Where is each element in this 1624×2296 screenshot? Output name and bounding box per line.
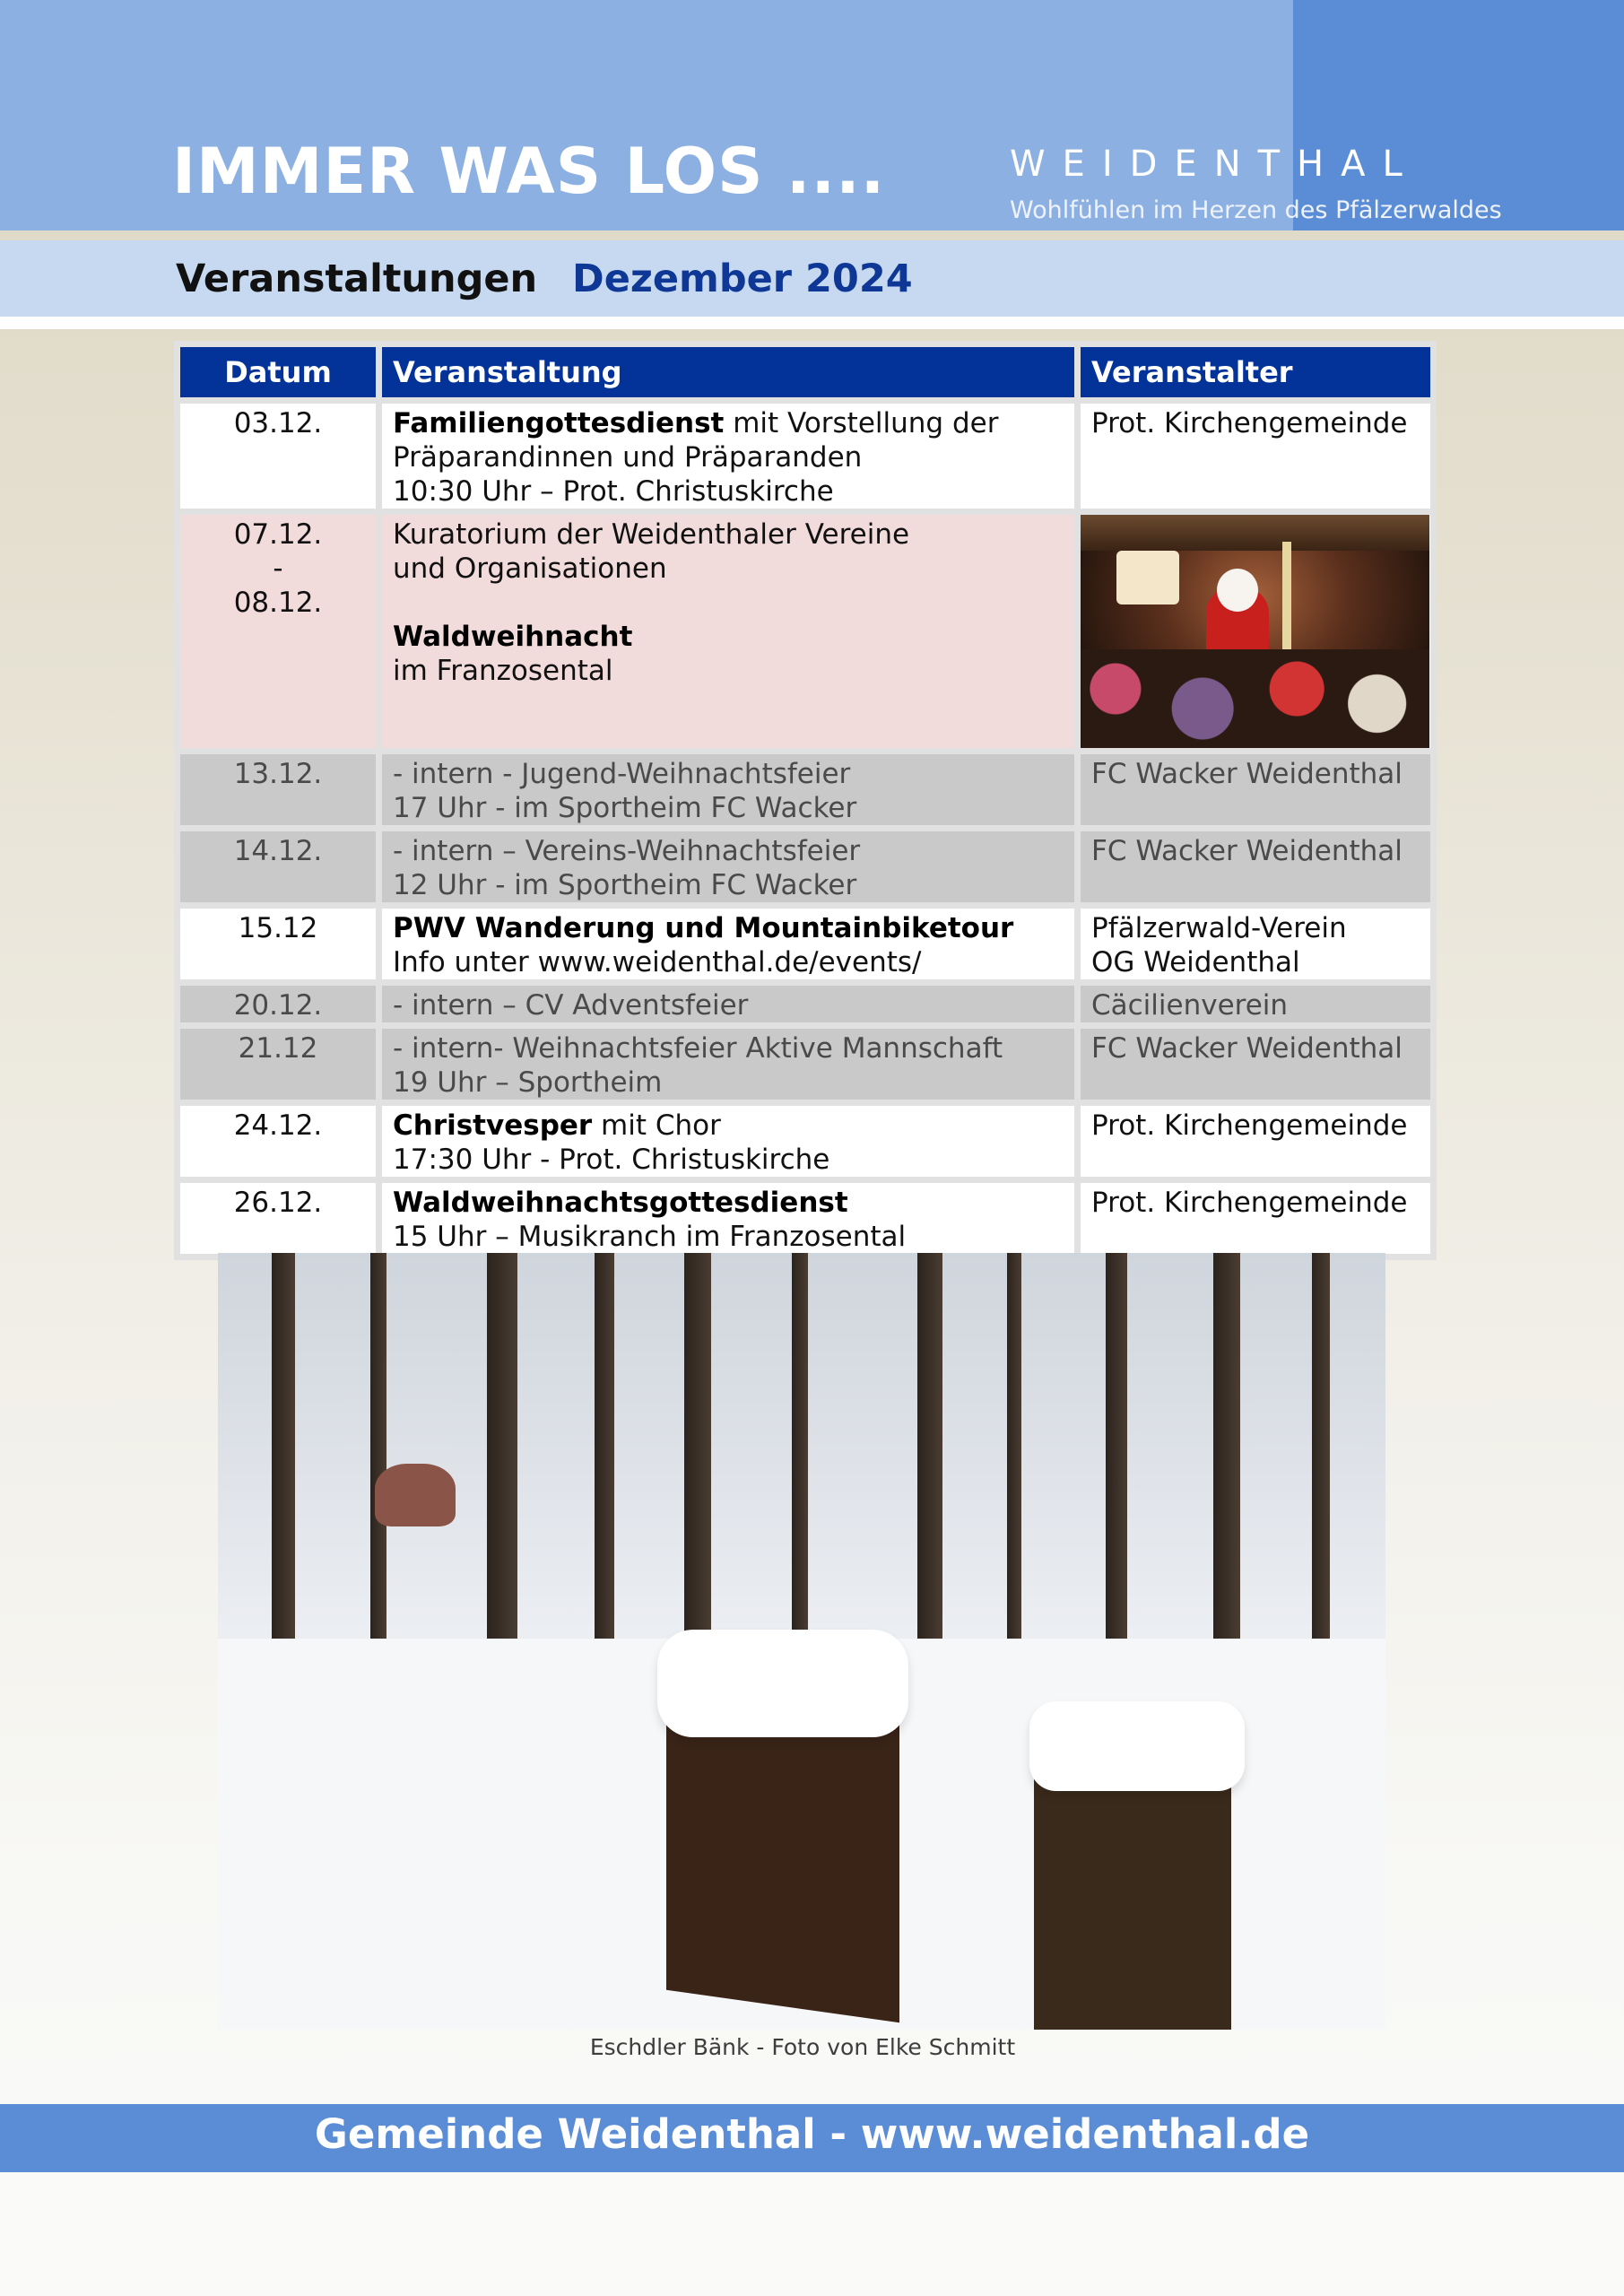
event-time-place: 10:30 Uhr – Prot. Christuskirche <box>393 475 834 508</box>
table-row <box>180 1183 1430 1254</box>
event-date-separator: - <box>273 552 283 585</box>
event-organizer: FC Wacker Weidenthal <box>1081 754 1430 825</box>
event-description <box>382 754 1074 825</box>
event-text: - intern- Weihnachtsfeier Aktive Mannschaft <box>393 1032 1003 1065</box>
photo-bench <box>1034 1755 1231 2030</box>
event-time-place: 17:30 Uhr - Prot. Christuskirche <box>393 1144 830 1176</box>
event-date: 15.12 <box>180 909 376 979</box>
photo-tree <box>1106 1253 1127 1674</box>
event-info: Info unter www.weidenthal.de/events/ <box>393 946 922 978</box>
event-organizer <box>1081 909 1430 979</box>
event-text: - intern – Vereins-Weihnachtsfeier <box>393 835 861 867</box>
table-row <box>180 515 1430 748</box>
event-description <box>382 515 1074 748</box>
event-description <box>382 1029 1074 1100</box>
photo-bench-snow <box>1029 1701 1245 1791</box>
event-time-place: 12 Uhr - im Sportheim FC Wacker <box>393 869 857 901</box>
event-description: - intern – CV Adventsfeier <box>382 986 1074 1022</box>
event-organizer: FC Wacker Weidenthal <box>1081 1029 1430 1100</box>
event-title: Christvesper <box>393 1109 593 1142</box>
photo-crowd <box>1081 649 1429 748</box>
event-organizer: Prot. Kirchengemeinde <box>1081 404 1430 509</box>
table-row <box>180 909 1430 979</box>
event-text: Kuratorium der Weidenthaler Vereine <box>393 518 910 551</box>
event-text: Präparandinnen und Präparanden <box>393 441 863 474</box>
photo-tree <box>272 1253 295 1674</box>
event-title: Familiengottesdienst <box>393 407 725 439</box>
photo-tree <box>1312 1253 1330 1674</box>
photo-tree <box>684 1253 711 1674</box>
table-row <box>180 754 1430 825</box>
event-organizer: Prot. Kirchengemeinde <box>1081 1183 1430 1254</box>
footer-text: Gemeinde Weidenthal - www.weidenthal.de <box>314 2110 1310 2158</box>
table-row <box>180 831 1430 902</box>
event-organizer: FC Wacker Weidenthal <box>1081 831 1430 902</box>
event-date-start: 07.12. <box>233 518 323 551</box>
photo-tree <box>1213 1253 1240 1674</box>
event-date-end: 08.12. <box>233 587 323 619</box>
brand-name: WEIDENTHAL <box>1010 144 1420 185</box>
event-date: 13.12. <box>180 754 376 825</box>
event-date: 21.12 <box>180 1029 376 1100</box>
section-label: Veranstaltungen <box>176 257 538 301</box>
event-date <box>180 515 376 748</box>
event-title: Waldweihnacht <box>393 621 633 653</box>
photo-roof <box>1081 515 1429 551</box>
column-header-event: Veranstaltung <box>382 347 1074 397</box>
organizer-name: Pfälzerwald-Verein <box>1091 912 1347 944</box>
event-text: mit Vorstellung der <box>724 407 999 439</box>
event-description <box>382 404 1074 509</box>
event-organizer: Prot. Kirchengemeinde <box>1081 1106 1430 1177</box>
brand-slogan: Wohlfühlen im Herzen des Pfälzerwaldes <box>1010 196 1502 224</box>
event-time-place: 15 Uhr – Musikranch im Franzosental <box>393 1221 907 1253</box>
photo-light <box>1116 551 1179 604</box>
event-time-place: 17 Uhr - im Sportheim FC Wacker <box>393 792 857 824</box>
event-description <box>382 909 1074 979</box>
table-header-row <box>180 347 1430 397</box>
photo-tree <box>792 1253 808 1674</box>
photo-tree <box>595 1253 614 1674</box>
event-organizer: Cäcilienverein <box>1081 986 1430 1022</box>
photo-tree <box>917 1253 942 1674</box>
photo-bench-snow <box>657 1630 908 1737</box>
santa-photo <box>1081 515 1429 748</box>
photo-tree <box>1007 1253 1021 1674</box>
event-date: 14.12. <box>180 831 376 902</box>
event-location: im Franzosental <box>393 655 613 687</box>
photo-santa-beard <box>1217 569 1258 612</box>
column-header-organizer: Veranstalter <box>1081 347 1430 397</box>
photo-tree <box>370 1253 386 1674</box>
event-date: 26.12. <box>180 1183 376 1254</box>
event-title: Waldweihnachtsgottesdienst <box>393 1187 848 1219</box>
table-row <box>180 404 1430 509</box>
photo-tree <box>487 1253 517 1674</box>
event-title: PWV Wanderung und Mountainbiketour <box>393 912 1014 944</box>
event-description <box>382 1106 1074 1177</box>
table-row <box>180 1029 1430 1100</box>
page-title: IMMER WAS LOS .... <box>172 135 886 208</box>
event-date: 20.12. <box>180 986 376 1022</box>
events-table <box>174 341 1437 1260</box>
event-text: mit Chor <box>592 1109 721 1142</box>
table-row <box>180 1106 1430 1177</box>
column-header-date: Datum <box>180 347 376 397</box>
event-text: und Organisationen <box>393 552 667 585</box>
section-month: Dezember 2024 <box>572 257 913 301</box>
photo-rock <box>375 1464 456 1526</box>
winter-bench-photo <box>218 1253 1385 2030</box>
event-description <box>382 831 1074 902</box>
photo-caption: Eschdler Bänk - Foto von Elke Schmitt <box>589 2034 1016 2060</box>
event-time-place: 19 Uhr – Sportheim <box>393 1066 663 1099</box>
event-photo-cell <box>1081 515 1430 748</box>
event-text: - intern - Jugend-Weihnachtsfeier <box>393 758 851 790</box>
event-date: 24.12. <box>180 1106 376 1177</box>
table-row <box>180 986 1430 1022</box>
event-date: 03.12. <box>180 404 376 509</box>
divider <box>0 317 1624 329</box>
event-description <box>382 1183 1074 1254</box>
organizer-group: OG Weidenthal <box>1091 946 1300 978</box>
